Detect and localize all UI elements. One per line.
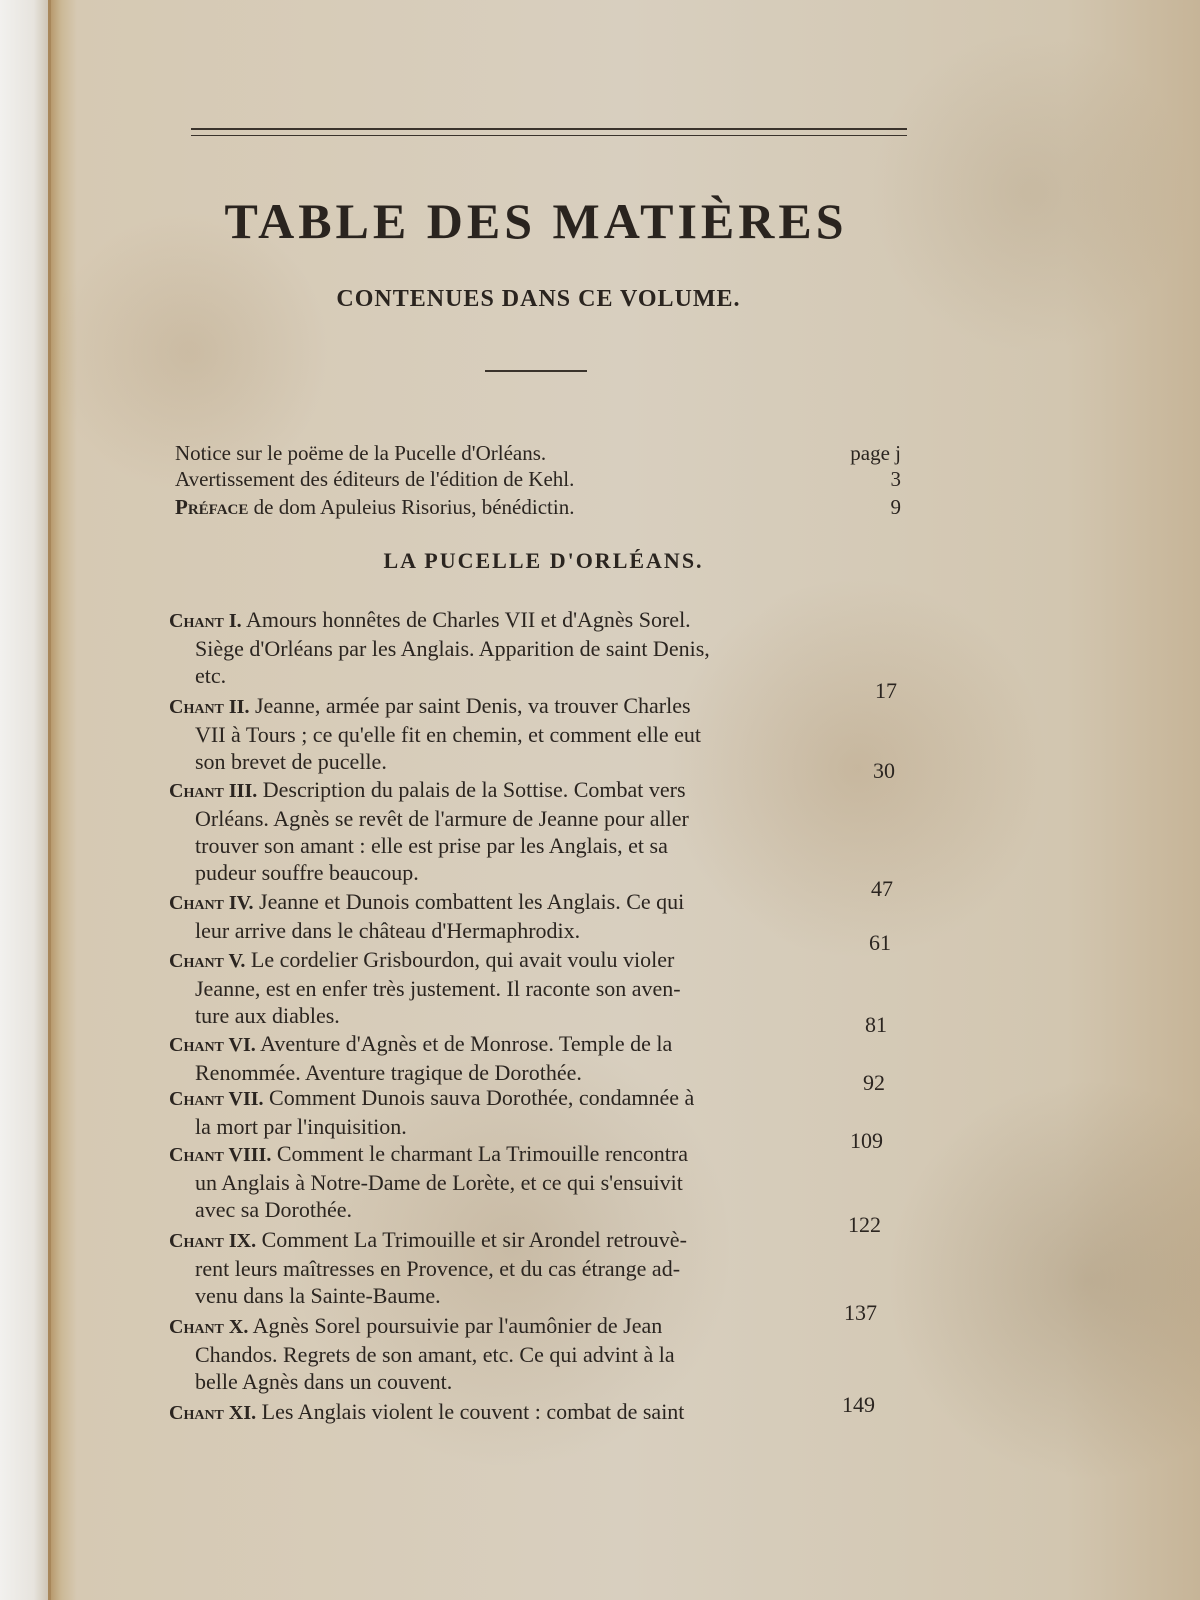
chant-entry	[169, 1030, 839, 1086]
chant-page: 61	[869, 930, 891, 955]
chant-line: Orléans. Agnès se revêt de l'armure de Jeanne pour aller	[195, 806, 689, 831]
chant-label: Chant IX.	[169, 1230, 257, 1252]
chant-line: trouver son amant : elle est prise par les Anglais, et sa	[195, 833, 668, 858]
entry-page: 9	[890, 495, 901, 519]
section-title: LA PUCELLE D'ORLÉANS.	[383, 548, 704, 573]
chant-entry	[169, 606, 839, 689]
chant-line: avec sa Dorothée.	[195, 1197, 352, 1222]
chant-page: 109	[850, 1128, 883, 1153]
entry-title: Avertissement des éditeurs de l'édition de Kehl.	[175, 467, 575, 491]
chant-line: Siège d'Orléans par les Anglais. Apparition de saint Denis,	[195, 636, 710, 661]
chant-line: Chandos. Regrets de son amant, etc. Ce qui advint à la	[195, 1342, 675, 1367]
chant-line: Renommée. Aventure tragique de Dorothée.	[195, 1060, 582, 1085]
entry-page: page j	[850, 441, 901, 465]
chant-line: son brevet de pucelle.	[195, 749, 387, 774]
chant-line: Aventure d'Agnès et de Monrose. Temple de la	[260, 1031, 673, 1056]
chant-line: un Anglais à Notre-Dame de Lorète, et ce qui s'ensuivit	[195, 1170, 683, 1195]
chant-line: Jeanne, armée par saint Denis, va trouver Charles	[254, 693, 691, 718]
chant-entry	[169, 1084, 839, 1140]
entry-page: 3	[890, 467, 901, 491]
chant-entry	[169, 1398, 839, 1427]
chant-line: Comment Dunois sauva Dorothée, condamnée à	[269, 1085, 695, 1110]
chant-page: 149	[842, 1392, 875, 1417]
chant-line: belle Agnès dans un couvent.	[195, 1369, 453, 1394]
chant-entry	[169, 776, 839, 886]
chant-line: Jeanne et Dunois combattent les Anglais. Ce qui	[259, 889, 685, 914]
adjacent-page-edge	[0, 0, 48, 1600]
page-title: TABLE DES MATIÈRES	[224, 193, 848, 249]
book-page	[48, 0, 1200, 1600]
chant-line: Le cordelier Grisbourdon, qui avait voulu violer	[250, 947, 675, 972]
chant-line: Description du palais de la Sottise. Combat vers	[262, 777, 686, 802]
chant-page: 92	[863, 1070, 885, 1095]
chant-page: 122	[848, 1212, 881, 1237]
chant-line: etc.	[195, 663, 227, 688]
chant-label: Chant I.	[169, 610, 242, 632]
chant-page: 47	[871, 876, 893, 901]
chant-page: 81	[865, 1012, 887, 1037]
chant-line: Les Anglais violent le couvent : combat de saint	[261, 1399, 685, 1424]
chant-entry	[169, 692, 839, 775]
chant-line: VII à Tours ; ce qu'elle fit en chemin, et comment elle eut	[195, 722, 701, 747]
chant-page: 137	[844, 1300, 877, 1325]
chant-label: Chant V.	[169, 950, 246, 972]
chant-entry	[169, 888, 839, 944]
chant-line: la mort par l'inquisition.	[195, 1114, 407, 1139]
entry-title: Notice sur le poëme de la Pucelle d'Orléans.	[175, 441, 547, 465]
chant-label: Chant XI.	[169, 1402, 257, 1424]
front-matter-entry	[175, 494, 901, 520]
page-subtitle: CONTENUES DANS CE VOLUME.	[336, 286, 741, 312]
chant-label: Chant II.	[169, 696, 250, 718]
chant-label: Chant VIII.	[169, 1144, 272, 1166]
divider-rule	[485, 370, 587, 372]
front-matter-entry	[175, 466, 901, 492]
top-double-rule	[191, 128, 907, 136]
chant-line: Comment La Trimouille et sir Arondel retrouvè-	[261, 1227, 687, 1252]
chant-page: 30	[873, 758, 895, 783]
entry-title: de dom Apuleius Risorius, bénédictin.	[248, 495, 575, 519]
chant-line: Amours honnêtes de Charles VII et d'Agnès Sorel.	[245, 607, 691, 632]
chant-line: rent leurs maîtresses en Provence, et du cas étrange ad-	[195, 1256, 681, 1281]
front-matter-entry	[175, 440, 901, 466]
chant-line: Comment le charmant La Trimouille rencontra	[276, 1141, 689, 1166]
chant-line: leur arrive dans le château d'Hermaphrodix.	[195, 918, 581, 943]
chant-line: venu dans la Sainte-Baume.	[195, 1283, 441, 1308]
chant-page: 17	[875, 678, 897, 703]
chant-line: Agnès Sorel poursuivie par l'aumônier de Jean	[252, 1313, 663, 1338]
chant-label: Chant X.	[169, 1316, 249, 1338]
chant-entry	[169, 946, 839, 1029]
chant-entry	[169, 1140, 839, 1223]
chant-label: Chant IV.	[169, 892, 254, 914]
chant-label: Chant VII.	[169, 1088, 264, 1110]
chant-label: Chant III.	[169, 780, 258, 802]
chant-line: pudeur souffre beaucoup.	[195, 860, 419, 885]
chant-label: Chant VI.	[169, 1034, 256, 1056]
entry-label: Préface	[175, 495, 249, 519]
chant-line: ture aux diables.	[195, 1003, 340, 1028]
chant-entry	[169, 1226, 839, 1309]
chant-entry	[169, 1312, 839, 1395]
chant-line: Jeanne, est en enfer très justement. Il raconte son aven-	[195, 976, 681, 1001]
